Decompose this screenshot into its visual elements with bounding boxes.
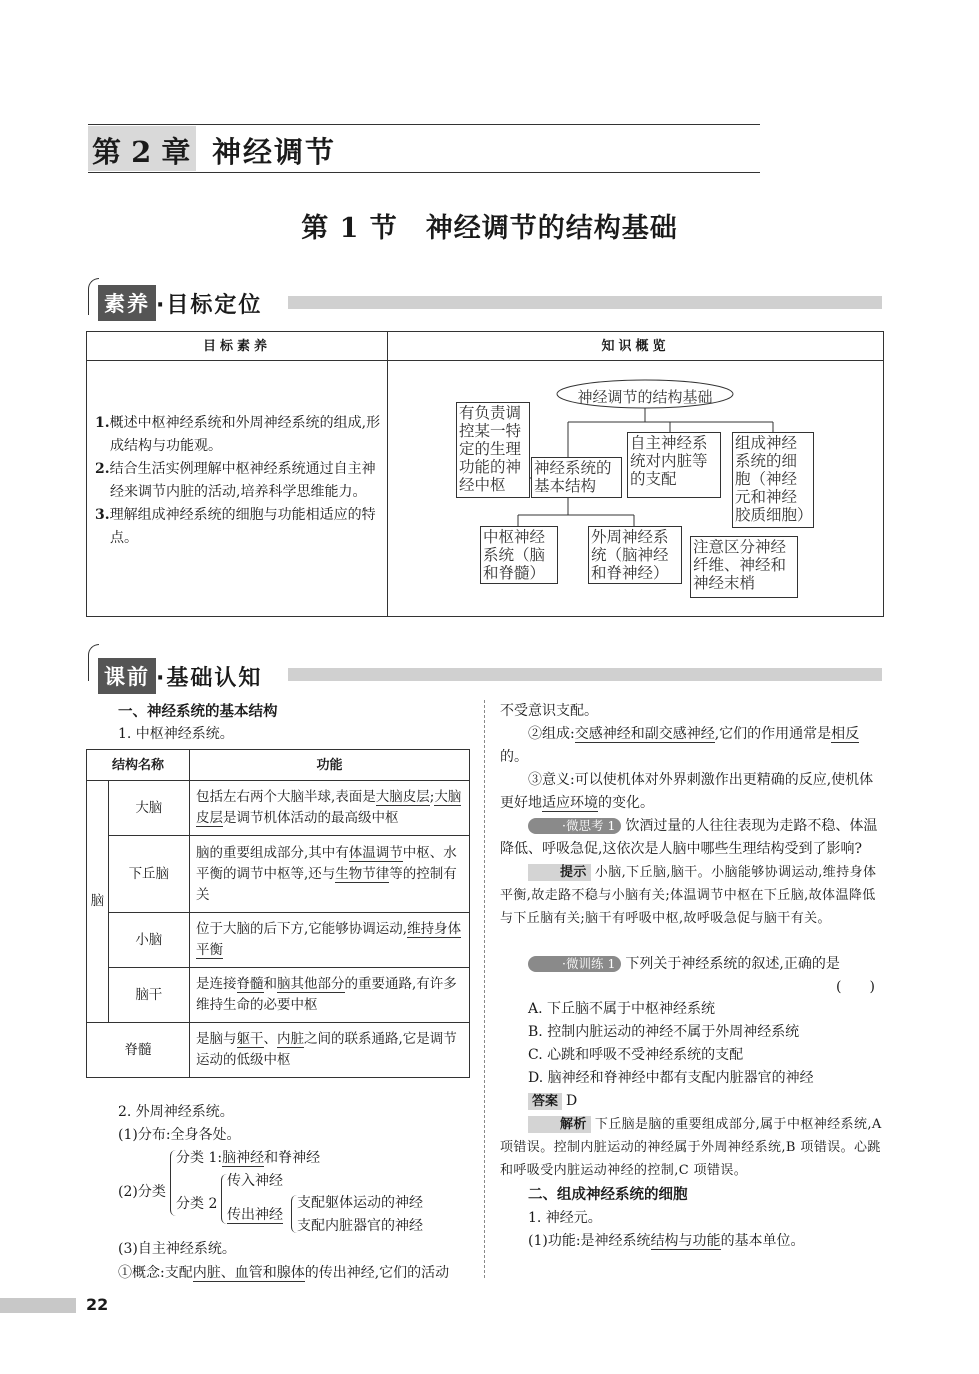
brain-label: 脑 — [87, 781, 109, 1023]
option-d: D. 脑神经和脊神经中都有支配内脏器官的神经 — [528, 1070, 814, 1086]
table-cell: 下丘脑 — [108, 836, 189, 913]
paragraph: (1)功能:是神经系统结构与功能的基本单位。 — [528, 1233, 805, 1249]
mindmap-node-basic-structure: 神经系统的基本结构 — [531, 457, 622, 498]
paragraph: ②组成:交感神经和副交感神经,它们的作用通常是相反的。 — [500, 726, 860, 765]
answer-tag: 答案 — [528, 1093, 562, 1110]
classification-1: 分类 1:脑神经和脊神经 — [176, 1150, 321, 1166]
table-cell: 脑的重要组成部分,其中有体温调节中枢、水平衡的调节中枢等,还与生物节律等的控制有关 — [190, 836, 470, 913]
table-cell: 是连接脊髓和脑其他部分的重要通路,有许多维持生命的必要中枢 — [190, 968, 470, 1023]
goal-item: 3.理解组成神经系统的细胞与功能相适应的特点。 — [95, 507, 376, 546]
paragraph: 1. 中枢神经系统。 — [118, 726, 234, 742]
mindmap-node-cns: 中枢神经系统（脑和脊髓） — [480, 526, 558, 584]
mindmap-node-note: 注意区分神经纤维、神经和神经末梢 — [690, 536, 798, 598]
goal-item: 1.概述中枢神经系统和外周神经系统的组成,形成结构与功能观。 — [95, 415, 381, 454]
paragraph: 不受意识支配。 — [500, 703, 598, 719]
think-tag: ·微思考 1 — [528, 818, 621, 834]
explanation-tag: 解析 — [528, 1116, 591, 1133]
banner-title: ·基础认知 — [156, 665, 263, 691]
train-question: ·微训练 1 下列关于神经系统的叙述,正确的是 — [500, 953, 884, 976]
explanation: 解析 下丘脑是脑的重要组成部分,属于中枢神经系统,A 项错误。控制内脏运动的神经属于外周神经系统,B 项错误。心跳和呼吸受内脏运动神经的控制,C 项错误。 — [500, 1117, 882, 1178]
option-b: B. 控制内脏运动的神经不属于外周神经系统 — [528, 1024, 800, 1040]
heading-cells: 二、组成神经系统的细胞 — [528, 1187, 688, 1203]
paragraph: (1)分布:全身各处。 — [118, 1127, 241, 1143]
paragraph: 2. 外周神经系统。 — [118, 1104, 234, 1120]
table-cell: 小脑 — [108, 913, 189, 968]
option-a: A. 下丘脑不属于中枢神经系统 — [528, 1001, 716, 1017]
think-question: ·微思考 1 饮酒过量的人往往表现为走路不稳、体温降低、呼吸急促,这依次是人脑中哪些生理结构受到了影响? — [500, 818, 878, 857]
goal-item: 2.结合生活实例理解中枢神经系统通过自主神经来调节内脏的活动,培养科学思维能力。 — [95, 461, 376, 500]
mindmap-root: 神经调节的结构基础 — [577, 388, 713, 406]
section-title: 第 1 节 神经调节的结构基础 — [301, 213, 678, 244]
table-cell: 脊髓 — [87, 1023, 190, 1078]
banner-band — [288, 668, 882, 681]
goal-head-right: 知识概览 — [388, 332, 883, 361]
paragraph: (3)自主神经系统。 — [118, 1241, 236, 1257]
column-separator — [484, 700, 485, 1278]
chapter-number: 第 2 章 — [92, 135, 191, 169]
efferent-somatic: 支配躯体运动的神经 — [297, 1195, 423, 1211]
table-row — [87, 968, 470, 1023]
paragraph: ①概念:支配内脏、血管和腺体的传出神经,它们的活动 — [118, 1265, 450, 1281]
page-number: 22 — [86, 1295, 109, 1314]
chapter-name: 神经调节 — [212, 135, 337, 169]
table-cell: 大脑 — [108, 781, 189, 836]
banner-tag: 素养 — [98, 285, 156, 321]
brain-table — [86, 749, 470, 1078]
efferent-nerve: 传出神经 — [227, 1207, 283, 1223]
banner-title: ·目标定位 — [156, 292, 263, 318]
efferent-visceral: 支配内脏器官的神经 — [297, 1218, 423, 1234]
mindmap-node-center: 有负责调控某一特定的生理功能的神经中枢 — [456, 402, 530, 498]
table-cell: 包括左右两个大脑半球,表面是大脑皮层;大脑皮层是调节机体活动的最高级中枢 — [190, 781, 470, 836]
table-cell: 是脑与躯干、内脏之间的联系通路,它是调节运动的低级中枢 — [190, 1023, 470, 1078]
paragraph: ③意义:可以使机体对外界刺激作出更精确的反应,使机体更好地适应环境的变化。 — [500, 772, 874, 811]
answer-paren: ( ) — [836, 979, 875, 995]
afferent-nerve: 传入神经 — [227, 1173, 283, 1189]
page-number-bar — [0, 1298, 76, 1313]
table-row — [87, 836, 470, 913]
table-row — [87, 1023, 470, 1078]
classification-2: 分类 2 — [176, 1196, 218, 1212]
goal-head-left: 目标素养 — [87, 332, 388, 361]
hint-tag: 提示 — [528, 864, 591, 881]
option-c: C. 心跳和呼吸不受神经系统的支配 — [528, 1047, 744, 1063]
mindmap-node-cells: 组成神经系统的细胞（神经元和神经胶质细胞） — [732, 432, 814, 528]
mindmap-node-autonomic: 自主神经系统对内脏等的支配 — [627, 432, 721, 498]
banner-basics — [98, 658, 262, 694]
table-row — [87, 913, 470, 968]
train-tag: ·微训练 1 — [528, 956, 621, 972]
answer: 答案 D — [528, 1090, 577, 1113]
banner-tag: 课前 — [98, 658, 156, 694]
paragraph: 1. 神经元。 — [528, 1210, 602, 1226]
table-header: 功能 — [190, 750, 470, 781]
table-row — [87, 781, 470, 836]
mindmap-node-pns: 外周神经系统（脑神经和脊神经） — [588, 526, 682, 584]
hint: 提示 小脑,下丘脑,脑干。小脑能够协调运动,维持身体平衡,故走路不稳与小脑有关;体温调节中枢在下丘脑,故体温降低与下丘脑有关;脑干有呼吸中枢,故呼吸急促与脑干有关。 — [500, 865, 877, 926]
table-cell: 位于大脑的后下方,它能够协调运动,维持身体平衡 — [190, 913, 470, 968]
table-header: 结构名称 — [87, 750, 190, 781]
table-cell: 脑干 — [108, 968, 189, 1023]
heading-structure: 一、神经系统的基本结构 — [118, 704, 278, 720]
classification-label: (2)分类 — [118, 1184, 166, 1200]
